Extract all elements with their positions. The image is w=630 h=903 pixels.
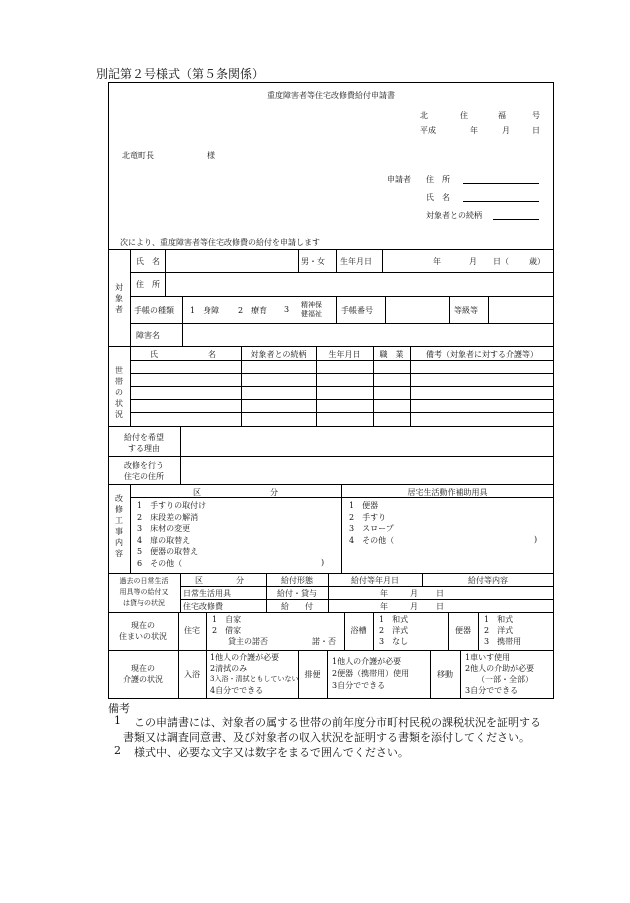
- excretion-option-3[interactable]: 3自分でできる: [332, 681, 386, 690]
- grade-label: 等級等: [454, 306, 478, 315]
- notes-title: 備考: [108, 702, 130, 715]
- excretion-option-1[interactable]: 1他人の介護が必要: [332, 657, 402, 666]
- reason-label: 給付を希望 する理由: [124, 433, 164, 453]
- excretion-options: [332, 656, 409, 692]
- subject-address-field[interactable]: [166, 273, 554, 296]
- bathing-option-1[interactable]: 1他人の介護が必要: [210, 653, 280, 662]
- landlord-consent-label: 貸主の諾否: [228, 637, 268, 646]
- moving-option-3[interactable]: 3自分でできる: [465, 686, 519, 695]
- bathing-options: [210, 652, 298, 696]
- note-1-line-2: 書類又は調査同意書、及び対象者の収入状況を証明する書類を添付してください。: [123, 731, 530, 744]
- application-date: 平成 年 月 日: [420, 126, 540, 135]
- note-2-number: 2: [114, 744, 121, 757]
- past-col-date: 給付等年月日: [351, 576, 399, 585]
- gender-option[interactable]: 男・女: [301, 257, 325, 266]
- toilet-option-1[interactable]: 1 和式: [484, 615, 514, 624]
- toilet-label: 便器: [455, 626, 471, 635]
- household-col-notes: 備考（対象者に対する介護等）: [426, 350, 538, 359]
- addressee-suffix: 様: [207, 151, 215, 160]
- moving-option-1[interactable]: 1車いす使用: [465, 653, 511, 662]
- applicant-name-label: 氏 名: [426, 193, 450, 202]
- household-col-job: 職 業: [379, 350, 404, 359]
- applicant-address-field[interactable]: [463, 183, 539, 184]
- work-other-close: ): [321, 558, 325, 567]
- bathing-label: 入浴: [184, 670, 200, 679]
- aid-other-close: ): [534, 535, 538, 544]
- household-col-relation: 対象者との続柄: [250, 350, 307, 359]
- aid-option-4[interactable]: 4 その他（: [349, 535, 395, 545]
- work-option-6[interactable]: 6 その他（: [137, 558, 183, 568]
- house-label: 住宅: [184, 626, 200, 635]
- house-option-2[interactable]: 2 借家: [212, 626, 242, 635]
- disability-label: 障害名: [136, 331, 160, 340]
- note-2: 様式中、必要な文字又は数字をまるで囲んでください。: [134, 746, 409, 759]
- addressee: 北竜町長: [122, 151, 154, 160]
- landlord-consent-option[interactable]: 諾・否: [312, 637, 336, 646]
- applicant-relation-field[interactable]: [493, 219, 539, 220]
- work-option-3[interactable]: 3 床材の変更: [137, 524, 191, 533]
- disability-field[interactable]: [183, 324, 554, 346]
- work-col-category-b: 分: [270, 488, 278, 497]
- bath-options: [379, 614, 408, 647]
- past-section-label: 過去の日常生活 用具等の給付又 は貸与の状況: [119, 577, 169, 607]
- bath-option-2[interactable]: 2 洋式: [379, 626, 409, 635]
- toilet-option-3[interactable]: 3 携帯用: [484, 637, 522, 646]
- intro-text: 次により、重度障害者等住宅改修費の給付を申請します: [120, 238, 320, 247]
- living-section-label: 現在の 住まいの状況: [119, 621, 167, 641]
- note-1-number: 1: [114, 714, 121, 727]
- note-1-line-1: この申請書には、対象者の属する世帯の前年度分市町村民税の課税状況を証明する: [134, 716, 541, 729]
- subject-address-label: 住 所: [136, 280, 160, 289]
- aid-option-1[interactable]: 1 便器: [349, 501, 379, 510]
- subject-name-field[interactable]: [166, 250, 298, 272]
- work-option-1[interactable]: 1 手すりの取付け: [137, 501, 207, 510]
- work-col-aids: 居宅生活動作補助用具: [407, 488, 488, 497]
- moving-option-2[interactable]: 2他人の介助が必要: [465, 664, 535, 673]
- bathing-option-4[interactable]: 4自分でできる: [210, 686, 264, 695]
- grade-field[interactable]: [489, 297, 554, 323]
- work-right-options: [349, 500, 394, 546]
- applicant-relation-label: 対象者との続柄: [426, 211, 482, 220]
- bath-option-1[interactable]: 1 和式: [379, 615, 409, 624]
- household-col-given: 名: [208, 350, 216, 359]
- household-col-birth: 生年月日: [328, 350, 361, 359]
- aid-option-3[interactable]: 3 スロープ: [349, 524, 394, 533]
- excretion-label: 排便: [304, 670, 321, 679]
- book-option-2[interactable]: 2 療育: [238, 306, 268, 315]
- past-row2-form[interactable]: 給 付: [281, 602, 313, 611]
- toilet-options: [484, 614, 521, 647]
- past-col-category-b: 分: [236, 576, 244, 585]
- applicant-label: 申請者: [387, 175, 411, 184]
- book-number-field[interactable]: [386, 297, 449, 323]
- document-number: 北 住 福 号: [420, 111, 540, 120]
- household-col-surname: 氏: [150, 350, 158, 359]
- work-left-options: [137, 500, 206, 569]
- past-row1-date[interactable]: 年 月 日: [380, 589, 444, 598]
- form-title: 重度障害者等住宅改修費給付申請書: [267, 91, 395, 100]
- moving-options: [465, 652, 534, 696]
- moving-option-2-detail[interactable]: （一部・全部）: [477, 675, 533, 684]
- subject-name-label: 氏 名: [136, 257, 160, 266]
- reason-field[interactable]: [181, 427, 554, 456]
- work-option-4[interactable]: 4 扉の取替え: [137, 535, 191, 545]
- moving-label: 移動: [437, 670, 453, 679]
- work-option-2[interactable]: 2 床段差の解消: [137, 512, 199, 522]
- house-options: [212, 614, 241, 636]
- past-col-content: 給付等内容: [468, 576, 508, 585]
- past-col-category-a: 区: [195, 576, 203, 585]
- bath-label: 浴槽: [350, 626, 367, 635]
- past-col-form: 給付形態: [281, 576, 313, 585]
- bathing-option-2[interactable]: 2清拭のみ: [210, 664, 248, 673]
- excretion-option-2[interactable]: 2便器（携帯用）使用: [332, 669, 410, 678]
- book-option-3-text: 精神保 健福祉: [301, 301, 322, 318]
- past-row2-category: 住宅改修費: [183, 602, 223, 611]
- house-option-1[interactable]: 1 自家: [212, 615, 242, 624]
- bath-option-3[interactable]: 3 なし: [379, 637, 409, 646]
- renovation-address-field[interactable]: [181, 457, 554, 484]
- applicant-name-field[interactable]: [463, 201, 539, 202]
- bathing-option-3[interactable]: 3入浴・清拭ともしていない: [210, 675, 299, 683]
- past-row1-category: 日常生活用具: [183, 589, 231, 598]
- book-option-3[interactable]: 3: [284, 305, 290, 314]
- book-type-label: 手帳の種類: [134, 306, 174, 315]
- household-section-label: 世 帯 の 状 況: [115, 366, 123, 419]
- work-col-category-a: 区: [193, 488, 201, 497]
- renovation-address-label: 改修を行う 住宅の住所: [124, 461, 164, 481]
- past-row2-date[interactable]: 年 月 日: [380, 602, 444, 611]
- work-section-label: 改 修 工 事 内 容: [115, 494, 123, 558]
- toilet-option-2[interactable]: 2 洋式: [484, 626, 514, 635]
- subject-section-label: 対 象 者: [115, 283, 123, 314]
- birthdate-field[interactable]: 年 月 日（ 歳）: [433, 257, 545, 266]
- book-option-1[interactable]: 1 身障: [190, 306, 220, 315]
- applicant-address-label: 住 所: [426, 175, 450, 184]
- form-label: 別記第２号様式（第５条関係）: [96, 67, 265, 81]
- past-row1-form[interactable]: 給付・貸与: [277, 589, 317, 598]
- aid-option-2[interactable]: 2 手すり: [349, 512, 387, 522]
- book-number-label: 手帳番号: [341, 306, 373, 315]
- care-section-label: 現在の 介護の状況: [123, 664, 163, 684]
- birthdate-label: 生年月日: [340, 257, 372, 266]
- work-option-5[interactable]: 5 便器の取替え: [137, 547, 199, 556]
